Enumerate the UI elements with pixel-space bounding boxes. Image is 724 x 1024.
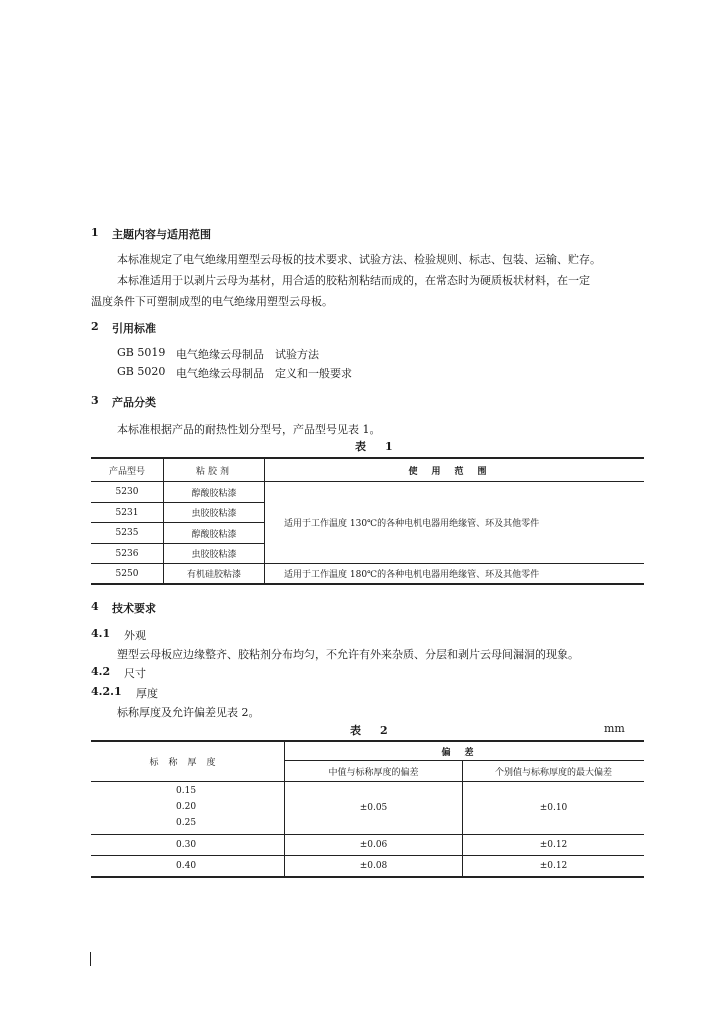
table-1-adhesive: 有机硅胶粘漆	[186, 570, 241, 580]
table-2-individual-deviation: ±0.12	[539, 861, 568, 871]
table-1-model: 5235	[115, 528, 139, 538]
reference-title: 电气绝缘云母制品 试验方法	[176, 348, 319, 361]
section-2-number: 2	[91, 320, 99, 333]
table-2-header-individual: 个别值与标称厚度的最大偏差	[494, 767, 612, 778]
section-3-number: 3	[91, 394, 99, 407]
section-1-paragraph-2-line-2: 温度条件下可塑制成型的电气绝缘用塑型云母板。	[91, 295, 333, 308]
section-4-2-1-number: 4.2.1	[91, 685, 122, 698]
table-2-caption: 表 2	[350, 724, 392, 737]
reference-title: 电气绝缘云母制品 定义和一般要求	[176, 367, 352, 380]
section-4-1-title: 外观	[124, 629, 146, 642]
section-3-paragraph: 本标准根据产品的耐热性划分型号，产品型号见表 1。	[117, 423, 381, 436]
scan-mark	[90, 952, 91, 966]
section-3-title: 产品分类	[112, 396, 156, 409]
section-1-title: 主题内容与适用范围	[112, 228, 211, 241]
section-4-1-number: 4.1	[91, 627, 111, 640]
table-2-median-deviation: ±0.06	[359, 840, 388, 850]
table-1-adhesive: 虫胶胶粘漆	[191, 550, 237, 560]
table-1-usage-180: 适用于工作温度 180℃的各种电机电器用绝缘管、环及其他零件	[284, 570, 540, 580]
table-1-caption: 表 1	[355, 440, 397, 453]
section-1-paragraph-1: 本标准规定了电气绝缘用塑型云母板的技术要求、试验方法、检验规则、标志、包装、运输、贮存。	[117, 253, 601, 266]
section-4-1-text: 塑型云母板应边缘整齐、胶粘剂分布均匀，不允许有外来杂质、分层和剥片云母间漏洞的现象。	[117, 648, 579, 661]
table-2-median-deviation: ±0.05	[359, 803, 388, 813]
table-2-thickness: 0.40	[176, 861, 197, 871]
table-1-usage-130: 适用于工作温度 130℃的各种电机电器用绝缘管、环及其他零件	[284, 519, 540, 529]
section-4-title: 技术要求	[112, 602, 156, 615]
table-1-model: 5230	[115, 487, 139, 497]
section-1-number: 1	[91, 226, 99, 239]
section-4-2-1-title: 厚度	[136, 687, 158, 700]
table-2-thickness: 0.15	[176, 786, 197, 796]
table-2-header-deviation: 偏差	[441, 747, 488, 758]
section-1-paragraph-2-line-1: 本标准适用于以剥片云母为基材，用合适的胶粘剂粘结而成的，在常态时为硬质板状材料，在一定	[117, 274, 590, 287]
table-2-thickness: 0.25	[176, 818, 197, 828]
table-1-header-adhesive: 粘胶剂	[195, 466, 232, 477]
table-1-header-usage: 使用范围	[408, 466, 501, 477]
table-1-model: 5236	[115, 548, 139, 559]
section-4-2-number: 4.2	[91, 665, 111, 678]
table-1-model: 5250	[115, 568, 139, 579]
table-2-thickness: 0.30	[176, 840, 197, 850]
section-2-title: 引用标准	[112, 322, 156, 335]
table-1-adhesive: 醇酸胶粘漆	[191, 529, 237, 540]
table-2-individual-deviation: ±0.10	[539, 803, 568, 813]
table-1-header-model: 产品型号	[108, 466, 145, 477]
table-1-adhesive: 醇酸胶粘漆	[191, 488, 237, 499]
table-2-median-deviation: ±0.08	[359, 861, 388, 871]
section-4-number: 4	[91, 600, 99, 613]
table-2-thickness: 0.20	[176, 802, 197, 812]
reference-code: GB 5019	[117, 346, 166, 359]
table-2-unit: mm	[604, 722, 625, 735]
table-1-adhesive: 虫胶胶粘漆	[191, 509, 237, 519]
section-4-2-title: 尺寸	[124, 667, 146, 680]
table-2-header-nominal: 标称厚度	[149, 758, 226, 768]
reference-code: GB 5020	[117, 365, 166, 378]
table-2-individual-deviation: ±0.12	[539, 840, 568, 850]
table-2-header-median: 中值与标称厚度的偏差	[328, 767, 419, 778]
section-4-2-1-text: 标称厚度及允许偏差见表 2。	[117, 706, 260, 719]
table-1-model: 5231	[115, 507, 139, 518]
